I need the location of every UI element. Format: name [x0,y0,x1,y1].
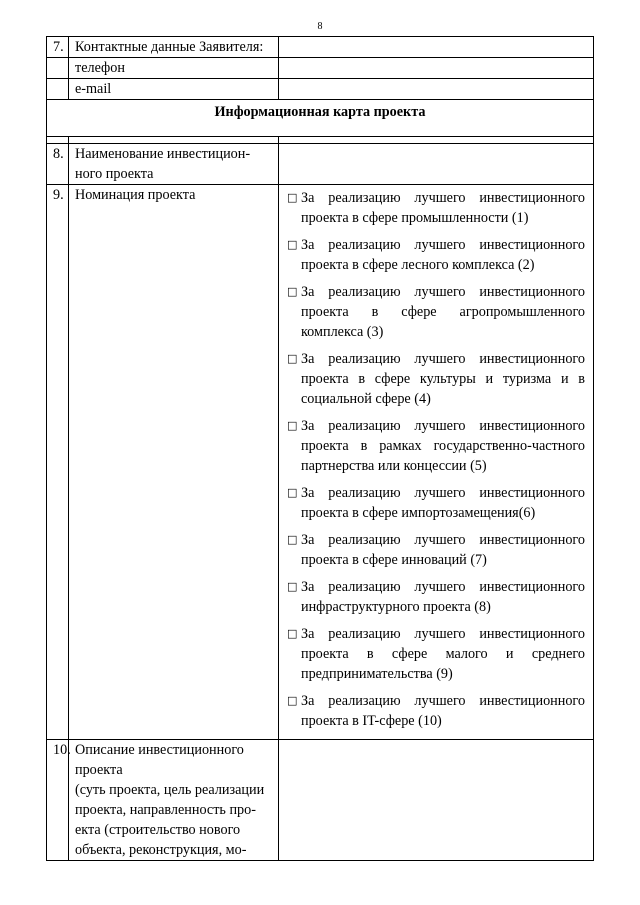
nomination-option-label: За реализацию лучшего инвестиционного проекта в сфере лесного комплекса (2) [301,237,585,273]
nomination-option[interactable] [287,530,585,570]
checkbox-icon[interactable]: □ [287,352,298,365]
spacer-row [47,137,594,144]
nomination-option-label: За реализацию лучшего инвестиционного проекта в сфере агропромышленного комплекса (3) [301,284,585,340]
nomination-option[interactable] [287,416,585,476]
nomination-option[interactable] [287,349,585,409]
nomination-row [47,185,594,740]
row-number: 10. [47,740,69,861]
description-field[interactable] [279,740,594,861]
checkbox-icon[interactable]: □ [287,419,298,432]
project-name-row [47,144,594,185]
nomination-option-label: За реализацию лучшего инвестиционного проекта в сфере культуры и туризма и в социальной сфере (4) [301,351,585,407]
contact-row [47,37,594,58]
project-name-label: Наименование инвестицион- ного проекта [69,144,279,185]
checkbox-icon[interactable]: □ [287,285,298,298]
nomination-option-label: За реализацию лучшего инвестиционного проекта в рамках государственно-частного партнерства или концессии (5) [301,418,585,474]
page-number: 8 [317,21,323,32]
contact-value-field[interactable] [279,37,594,58]
phone-label: телефон [69,58,279,79]
nomination-option-label: За реализацию лучшего инвестиционного проекта в сфере импортозамещения(6) [301,485,585,521]
nomination-option-label: За реализацию лучшего инвестиционного проекта в сфере инноваций (7) [301,532,585,568]
nomination-label: Номинация проекта [69,185,279,740]
checkbox-icon[interactable]: □ [287,694,298,707]
nomination-option[interactable] [287,188,585,228]
nomination-option[interactable] [287,624,585,684]
row-number-empty [47,58,69,79]
application-form-table [46,36,594,861]
phone-field[interactable] [279,58,594,79]
nomination-options [279,185,594,740]
nomination-option[interactable] [287,483,585,523]
row-number: 8. [47,144,69,185]
checkbox-icon[interactable]: □ [287,238,298,251]
checkbox-icon[interactable]: □ [287,533,298,546]
description-label: Описание инвестиционного проекта (суть проекта, цель реализации проекта, направленность про- екта (строительство нового объекта, реконструкция, мо- [69,740,279,861]
checkbox-icon[interactable]: □ [287,191,298,204]
nomination-option[interactable] [287,282,585,342]
row-number: 7. [47,37,69,58]
row-number: 9. [47,185,69,740]
nomination-option[interactable] [287,691,585,731]
checkbox-icon[interactable]: □ [287,486,298,499]
email-field[interactable] [279,79,594,100]
phone-row [47,58,594,79]
checkbox-icon[interactable]: □ [287,627,298,640]
nomination-option-label: За реализацию лучшего инвестиционного проекта в сфере малого и среднего предпринимательства (9) [301,626,585,682]
section-title: Информационная карта проекта [47,100,594,137]
contact-label: Контактные данные Заявителя: [69,37,279,58]
nomination-option-label: За реализацию лучшего инвестиционного проекта в IT-сфере (10) [301,693,585,729]
description-row [47,740,594,861]
email-row [47,79,594,100]
project-name-field[interactable] [279,144,594,185]
nomination-option[interactable] [287,235,585,275]
row-number-empty [47,79,69,100]
checkbox-icon[interactable]: □ [287,580,298,593]
section-header-row [47,100,594,137]
nomination-option[interactable] [287,577,585,617]
email-label: e-mail [69,79,279,100]
nomination-option-label: За реализацию лучшего инвестиционного проекта в сфере промышленности (1) [301,190,585,226]
nomination-option-label: За реализацию лучшего инвестиционного инфраструктурного проекта (8) [301,579,585,615]
